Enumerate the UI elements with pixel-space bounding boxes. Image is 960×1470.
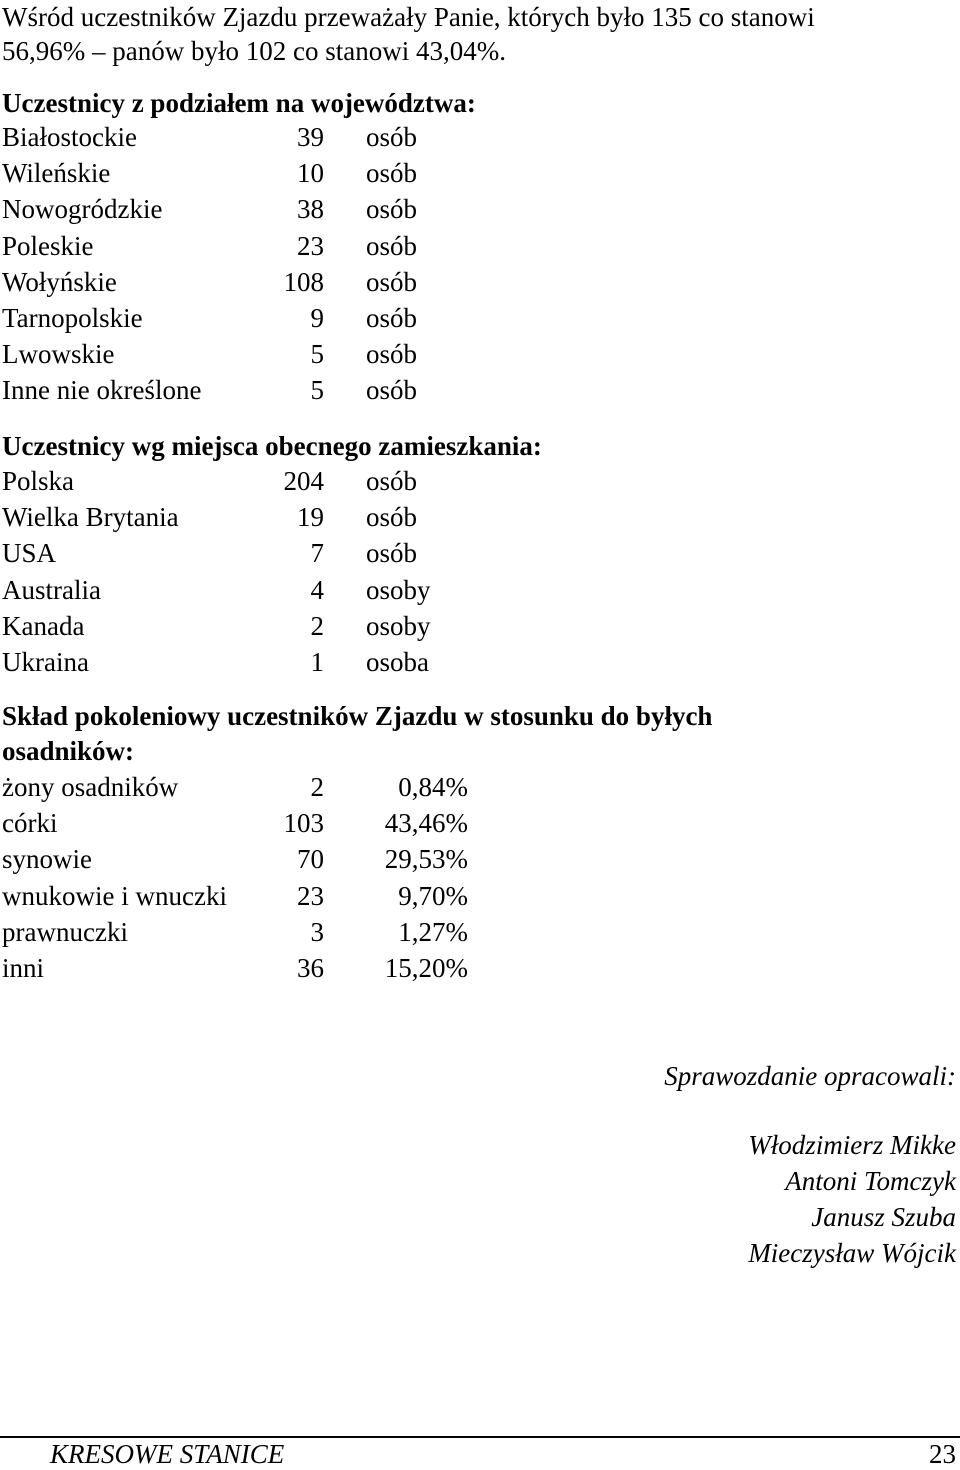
row-name: USA xyxy=(2,538,57,569)
author-name: Włodzimierz Mikke xyxy=(748,1130,956,1160)
row-percent: 43,46% xyxy=(384,808,468,839)
page-number: 23 xyxy=(929,1439,956,1469)
row-count: 5 xyxy=(310,339,324,370)
author-name: Antoni Tomczyk xyxy=(785,1166,956,1196)
row-count: 1 xyxy=(310,646,324,677)
intro-line: Wśród uczestników Zjazdu przeważały Panie, których było 135 co stanowi xyxy=(2,2,815,32)
row-percent: 1,27% xyxy=(398,916,468,947)
row-count: 19 xyxy=(297,502,324,533)
row-unit: osób xyxy=(366,466,418,496)
table-row xyxy=(2,841,602,877)
row-count: 70 xyxy=(297,844,324,875)
generations-table xyxy=(2,769,602,986)
table-row xyxy=(2,463,602,499)
row-count: 36 xyxy=(297,952,324,983)
row-name: Poleskie xyxy=(2,230,94,261)
row-count: 10 xyxy=(297,158,324,189)
table-row xyxy=(2,644,602,680)
row-count: 23 xyxy=(297,230,324,261)
table-row xyxy=(2,499,602,535)
row-unit: osoba xyxy=(366,646,429,677)
table-row xyxy=(2,914,602,950)
row-name: Australia xyxy=(2,574,101,605)
table-row xyxy=(2,535,602,571)
row-name: żony osadników xyxy=(2,772,179,802)
table-row xyxy=(2,228,602,264)
row-name: Kanada xyxy=(2,610,85,641)
row-name: Wielka Brytania xyxy=(2,502,179,533)
row-unit: osób xyxy=(366,538,418,569)
footer-publication-title: KRESOWE STANICE xyxy=(50,1439,285,1469)
signature-authors xyxy=(748,1127,956,1271)
row-name: Tarnopolskie xyxy=(2,302,143,333)
generations-heading-line: Skład pokoleniowy uczestników Zjazdu w stosunku do byłych xyxy=(2,701,713,731)
row-count: 4 xyxy=(310,574,324,605)
row-name: prawnuczki xyxy=(2,916,128,947)
footer-rule xyxy=(0,1436,960,1438)
row-count: 9 xyxy=(310,302,324,333)
residence-heading: Uczestnicy wg miejsca obecnego zamieszkania: xyxy=(2,431,542,461)
table-row xyxy=(2,572,602,608)
row-percent: 9,70% xyxy=(398,880,468,911)
author-name: Mieczysław Wójcik xyxy=(748,1238,956,1268)
row-unit: osób xyxy=(366,194,418,225)
row-name: inni xyxy=(2,952,45,983)
table-row xyxy=(2,264,602,300)
row-percent: 15,20% xyxy=(384,952,468,983)
row-count: 108 xyxy=(283,266,324,297)
row-percent: 0,84% xyxy=(398,772,468,802)
row-name: Inne nie określone xyxy=(2,375,202,406)
row-name: Polska xyxy=(2,466,75,496)
row-count: 103 xyxy=(283,808,324,839)
row-name: Wileńskie xyxy=(2,158,111,189)
table-row xyxy=(2,769,602,805)
intro-paragraph xyxy=(2,0,958,68)
row-unit: osoby xyxy=(366,574,431,605)
row-unit: osób xyxy=(366,339,418,370)
row-unit: osób xyxy=(366,375,418,406)
table-row xyxy=(2,805,602,841)
residence-table xyxy=(2,463,602,680)
row-name: Lwowskie xyxy=(2,339,115,370)
row-unit: osób xyxy=(366,158,418,189)
row-unit: osób xyxy=(366,230,418,261)
author-name: Janusz Szuba xyxy=(811,1202,956,1232)
row-name: Białostockie xyxy=(2,122,137,152)
signature-label: Sprawozdanie opracowali: xyxy=(664,1061,956,1091)
table-row xyxy=(2,300,602,336)
generations-heading xyxy=(2,699,956,733)
row-count: 38 xyxy=(297,194,324,225)
row-name: Nowogródzkie xyxy=(2,194,163,225)
row-name: Ukraina xyxy=(2,646,89,677)
voivodeships-heading: Uczestnicy z podziałem na województwa: xyxy=(2,88,476,118)
row-unit: osoby xyxy=(366,610,431,641)
row-name: wnukowie i wnuczki xyxy=(2,880,227,911)
row-count: 204 xyxy=(283,466,324,496)
row-count: 23 xyxy=(297,880,324,911)
row-name: córki xyxy=(2,808,58,839)
table-row xyxy=(2,155,602,191)
page-footer xyxy=(0,1436,960,1470)
table-row xyxy=(2,878,602,914)
table-row xyxy=(2,336,602,372)
row-unit: osób xyxy=(366,122,418,152)
table-row xyxy=(2,191,602,227)
row-count: 2 xyxy=(310,610,324,641)
voivodeships-table xyxy=(2,119,602,409)
row-count: 5 xyxy=(310,375,324,406)
row-unit: osób xyxy=(366,302,418,333)
row-name: Wołyńskie xyxy=(2,266,117,297)
table-row xyxy=(2,950,602,986)
row-count: 7 xyxy=(310,538,324,569)
row-count: 39 xyxy=(297,122,324,152)
table-row xyxy=(2,372,602,408)
intro-line: 56,96% – panów było 102 co stanowi 43,04%. xyxy=(2,36,506,66)
row-count: 2 xyxy=(310,772,324,802)
row-percent: 29,53% xyxy=(384,844,468,875)
table-row xyxy=(2,608,602,644)
row-unit: osób xyxy=(366,502,418,533)
row-name: synowie xyxy=(2,844,92,875)
table-row xyxy=(2,119,602,155)
generations-heading-continued: osadników: xyxy=(2,736,135,766)
row-count: 3 xyxy=(310,916,324,947)
row-unit: osób xyxy=(366,266,418,297)
